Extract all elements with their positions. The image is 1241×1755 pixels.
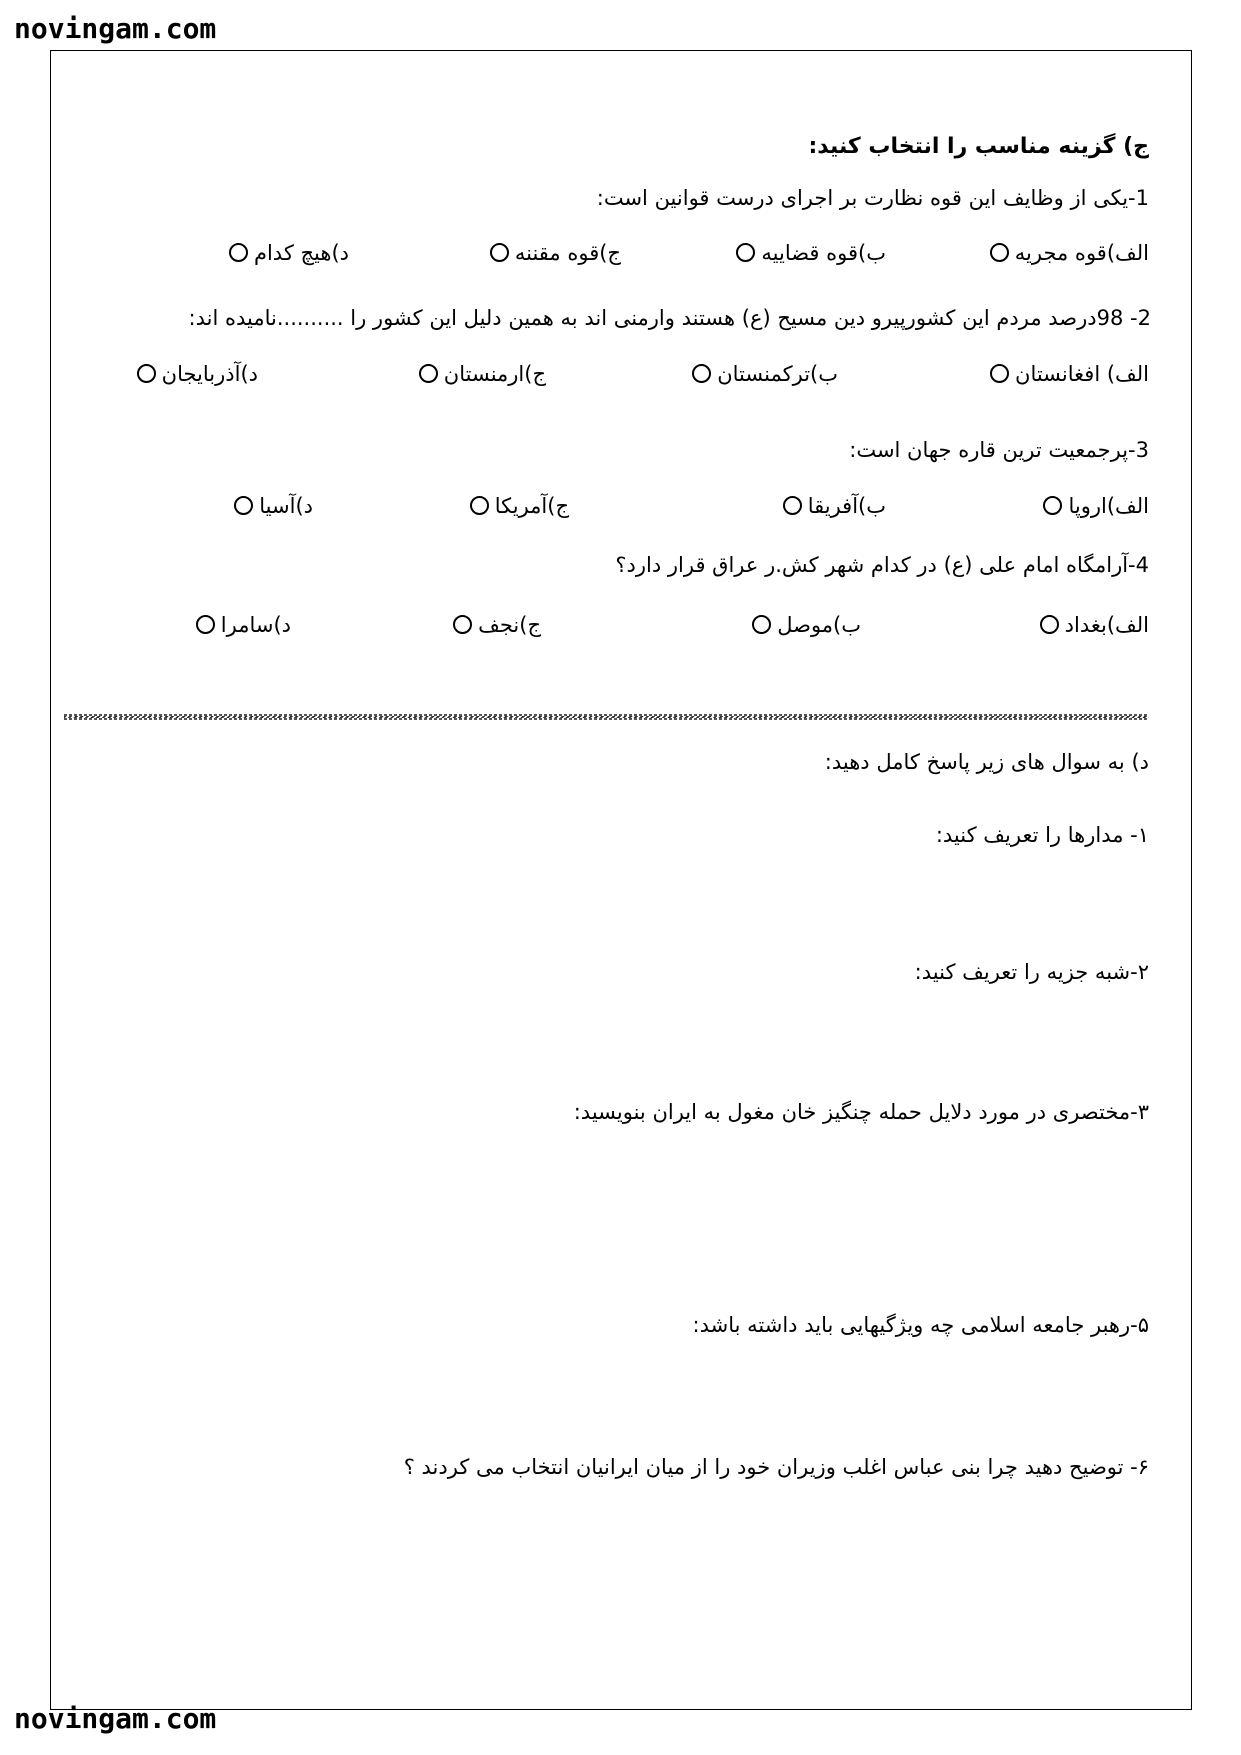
descriptive-question-3: ۳-مختصری در مورد دلایل حمله چنگیز خان مغول به ایران بنویسید: bbox=[573, 1100, 1149, 1124]
q1-option-a[interactable]: الف)قوه مجریه bbox=[990, 241, 1149, 265]
q4-option-c[interactable]: ج)نجف bbox=[453, 613, 541, 637]
radio-circle-icon[interactable] bbox=[453, 615, 472, 634]
watermark-bottom: novingam.com bbox=[14, 1702, 217, 1735]
radio-circle-icon[interactable] bbox=[752, 615, 771, 634]
q3-option-a[interactable]: الف)اروپا bbox=[1043, 494, 1149, 518]
q2-option-b[interactable]: ب)ترکمنستان bbox=[692, 362, 838, 386]
radio-circle-icon[interactable] bbox=[990, 243, 1009, 262]
radio-circle-icon[interactable] bbox=[783, 496, 802, 515]
q2-option-d[interactable]: د)آذربایجان bbox=[137, 362, 258, 386]
radio-circle-icon[interactable] bbox=[1043, 496, 1062, 515]
question-1-text: 1-یکی از وظایف این قوه نظارت بر اجرای درست قوانین است: bbox=[596, 186, 1149, 210]
question-2-text: 2- 98درصد مردم این کشورپیرو دین مسیح (ع) هستند وارمنی اند به همین دلیل این کشور را ..........نامیده اند: bbox=[188, 306, 1151, 330]
descriptive-question-5: ۵-رهبر جامعه اسلامی چه ویژگیهایی باید داشته باشد: bbox=[692, 1313, 1149, 1337]
q4-option-a[interactable]: الف)بغداد bbox=[1040, 613, 1149, 637]
q1-option-d[interactable]: د)هیچ کدام bbox=[229, 241, 349, 265]
watermark-top: novingam.com bbox=[14, 12, 217, 45]
question-4-text: 4-آرامگاه امام علی (ع) در کدام شهر کش.ر عراق قرار دارد؟ bbox=[615, 553, 1149, 577]
radio-circle-icon[interactable] bbox=[470, 496, 489, 515]
q1-option-b[interactable]: ب)قوه قضاییه bbox=[736, 241, 886, 265]
section-divider bbox=[64, 714, 1149, 720]
radio-circle-icon[interactable] bbox=[234, 496, 253, 515]
q1-option-c[interactable]: ج)قوه مقننه bbox=[490, 241, 621, 265]
radio-circle-icon[interactable] bbox=[736, 243, 755, 262]
q3-option-c[interactable]: ج)آمریکا bbox=[470, 494, 569, 518]
radio-circle-icon[interactable] bbox=[990, 364, 1009, 383]
radio-circle-icon[interactable] bbox=[196, 615, 215, 634]
q3-option-b[interactable]: ب)آفریقا bbox=[783, 494, 886, 518]
descriptive-question-6: ۶- توضیح دهید چرا بنی عباس اغلب وزیران خود را از میان ایرانیان انتخاب می کردند ؟ bbox=[403, 1455, 1149, 1479]
descriptive-question-1: ۱- مدارها را تعریف کنید: bbox=[935, 823, 1149, 847]
q2-option-a[interactable]: الف) افغانستان bbox=[990, 362, 1149, 386]
q2-option-c[interactable]: ج)ارمنستان bbox=[419, 362, 546, 386]
q4-option-d[interactable]: د)سامرا bbox=[196, 613, 291, 637]
radio-circle-icon[interactable] bbox=[229, 243, 248, 262]
q4-option-b[interactable]: ب)موصل bbox=[752, 613, 861, 637]
radio-circle-icon[interactable] bbox=[419, 364, 438, 383]
section-c-title: ج) گزینه مناسب را انتخاب کنید: bbox=[808, 134, 1149, 159]
q3-option-d[interactable]: د)آسیا bbox=[234, 494, 313, 518]
radio-circle-icon[interactable] bbox=[137, 364, 156, 383]
question-3-text: 3-پرجمعیت ترین قاره جهان است: bbox=[849, 438, 1149, 462]
radio-circle-icon[interactable] bbox=[490, 243, 509, 262]
section-d-title: د) به سوال های زیر پاسخ کامل دهید: bbox=[824, 750, 1149, 774]
radio-circle-icon[interactable] bbox=[692, 364, 711, 383]
radio-circle-icon[interactable] bbox=[1040, 615, 1059, 634]
descriptive-question-2: ۲-شبه جزیه را تعریف کنید: bbox=[914, 960, 1149, 984]
